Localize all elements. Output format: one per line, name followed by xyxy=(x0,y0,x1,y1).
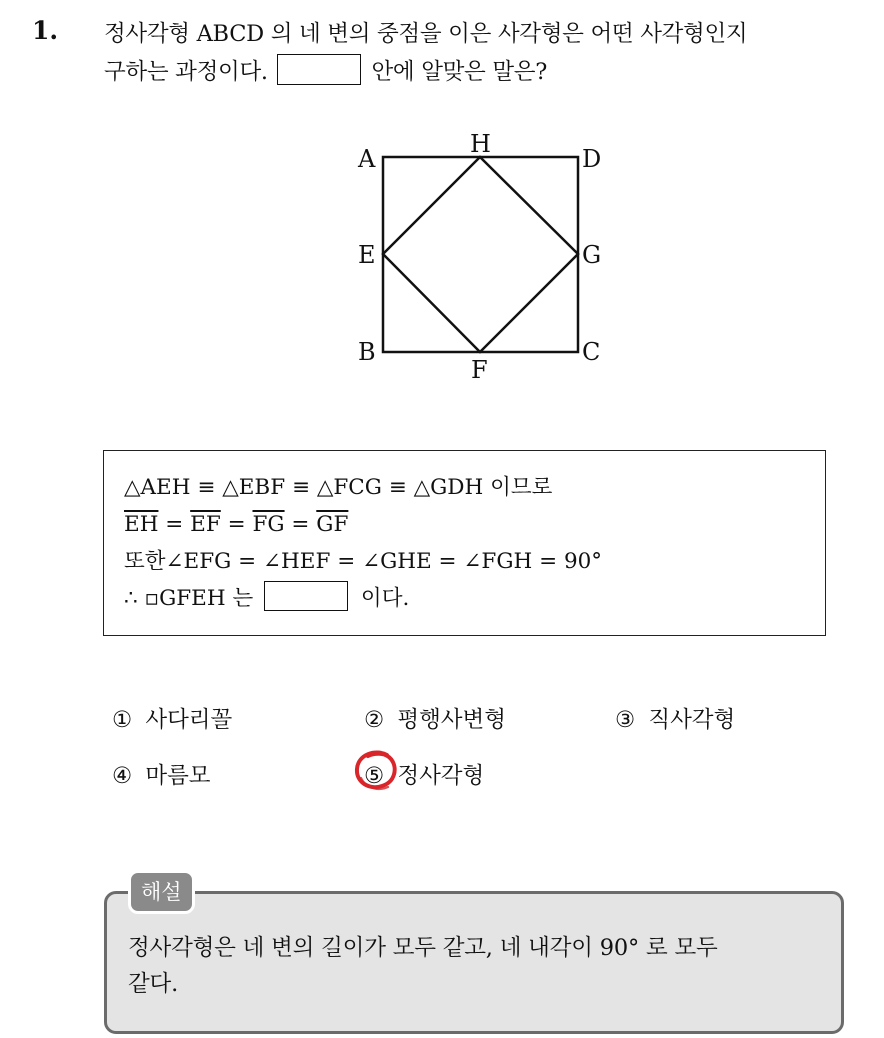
proof-conclusion-after: 이다. xyxy=(360,586,410,611)
choice-text: 사다리꼴 xyxy=(145,707,233,733)
label-g: G xyxy=(582,241,602,269)
choice-number: ⑤ xyxy=(364,763,385,789)
label-c: C xyxy=(582,338,601,366)
proof-line2 xyxy=(124,506,825,543)
answer-circle-mark xyxy=(352,748,402,794)
solution-line2: 같다. xyxy=(128,971,179,997)
equals-sign: = xyxy=(165,512,184,537)
question-text-line2 xyxy=(104,54,547,86)
segment-eh: $\overline{EH}$ xyxy=(124,512,159,537)
proof-line3: 또한∠EFG = ∠HEF = ∠GHE = ∠FGH = 90° xyxy=(124,549,603,574)
choice-3[interactable] xyxy=(615,702,735,734)
choice-4[interactable] xyxy=(112,758,211,790)
proof-line4 xyxy=(124,580,825,617)
solution-text xyxy=(128,930,828,1002)
square-midpoint-figure xyxy=(340,125,620,385)
choice-text: 마름모 xyxy=(145,763,211,789)
proof-line1: △AEH ≡ △EBF ≡ △FCG ≡ △GDH 이므로 xyxy=(124,475,553,500)
proof-blank-box xyxy=(264,581,348,611)
segment-ef: $\overline{EF}$ xyxy=(190,512,221,537)
choice-number: ② xyxy=(364,707,385,733)
equals-sign: = xyxy=(227,512,246,537)
segment-fg: $\overline{FG}$ xyxy=(252,512,285,537)
proof-box xyxy=(103,450,826,636)
segment-gf: $\overline{GF}$ xyxy=(316,512,349,537)
label-b: B xyxy=(358,338,376,366)
choice-text: 평행사변형 xyxy=(397,707,507,733)
choice-number: ④ xyxy=(112,763,133,789)
choice-text: 직사각형 xyxy=(648,707,736,733)
label-a: A xyxy=(358,145,376,173)
question-text-before-blank: 구하는 과정이다. xyxy=(104,59,268,85)
label-e: E xyxy=(358,241,376,269)
choice-text: 정사각형 xyxy=(397,763,485,789)
equals-sign: = xyxy=(291,512,310,537)
square-abcd xyxy=(383,157,578,352)
choice-2[interactable] xyxy=(364,702,506,734)
question-text-line1: 정사각형 ABCD 의 네 변의 중점을 이은 사각형은 어떤 사각형인지 xyxy=(104,21,748,47)
choice-number: ① xyxy=(112,707,133,733)
choice-1[interactable] xyxy=(112,702,232,734)
answer-blank-box xyxy=(277,54,361,85)
label-f: F xyxy=(471,356,488,384)
inner-square-efgh xyxy=(383,157,578,352)
label-d: D xyxy=(582,145,602,173)
choice-number: ③ xyxy=(615,707,636,733)
label-h: H xyxy=(470,130,491,158)
solution-tag: 해설 xyxy=(128,870,195,914)
proof-conclusion-before: ∴ ▫GFEH 는 xyxy=(124,586,254,611)
solution-line1: 정사각형은 네 변의 길이가 모두 같고, 네 내각이 90° 로 모두 xyxy=(128,935,718,961)
question-text-after-blank: 안에 알맞은 말은? xyxy=(371,59,547,85)
question-number: 1. xyxy=(32,16,59,45)
